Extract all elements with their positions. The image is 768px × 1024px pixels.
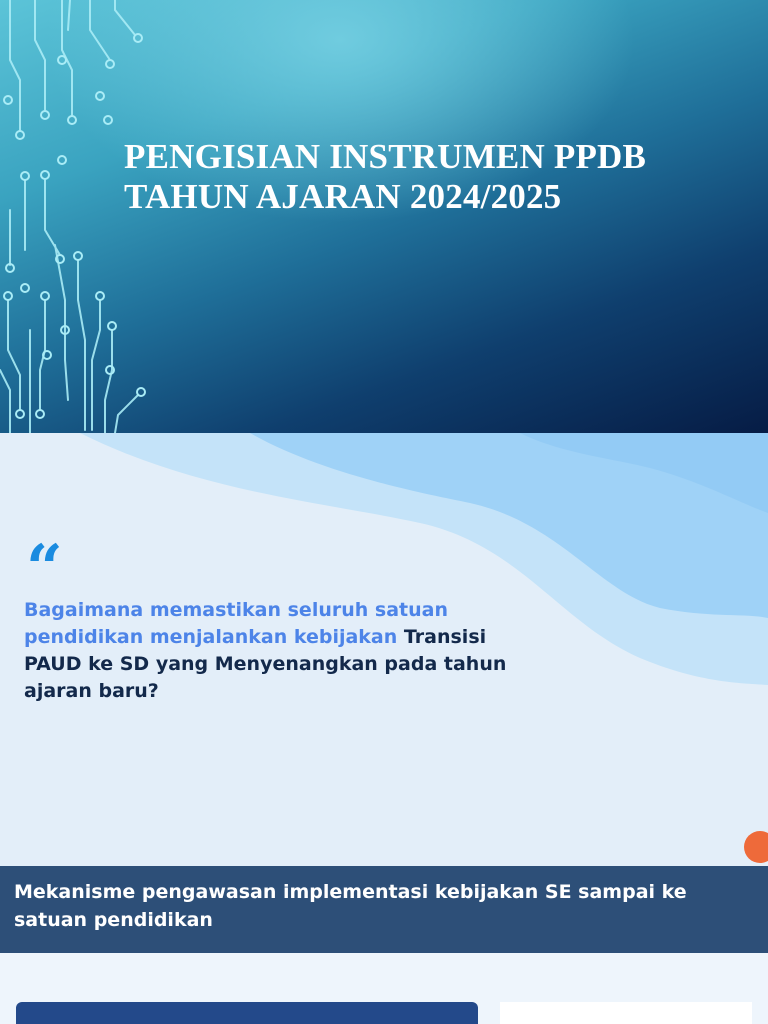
content-card-right — [500, 1002, 752, 1024]
slide-quote[interactable] — [0, 433, 768, 866]
slide-mechanism-header — [0, 866, 768, 953]
quote-text — [24, 597, 524, 705]
quote-rest: Transisi PAUD ke SD yang Menyenangkan pada tahun ajaran baru? — [24, 626, 507, 702]
slide-title[interactable] — [0, 0, 768, 433]
slide-mechanism[interactable] — [0, 866, 768, 1024]
quote-highlight: Bagaimana memastikan seluruh satuan pendidikan menjalankan kebijakan — [24, 599, 448, 648]
content-card-left — [16, 1002, 478, 1024]
orange-accent-dot — [744, 831, 768, 863]
quote-open-icon: “ — [26, 531, 63, 606]
slide-title-heading: PENGISIAN INSTRUMEN PPDB TAHUN AJARAN 2024/2025 — [124, 137, 647, 216]
slide-mechanism-title: Mekanisme pengawasan implementasi kebijakan SE sampai ke satuan pendidikan — [14, 881, 687, 931]
